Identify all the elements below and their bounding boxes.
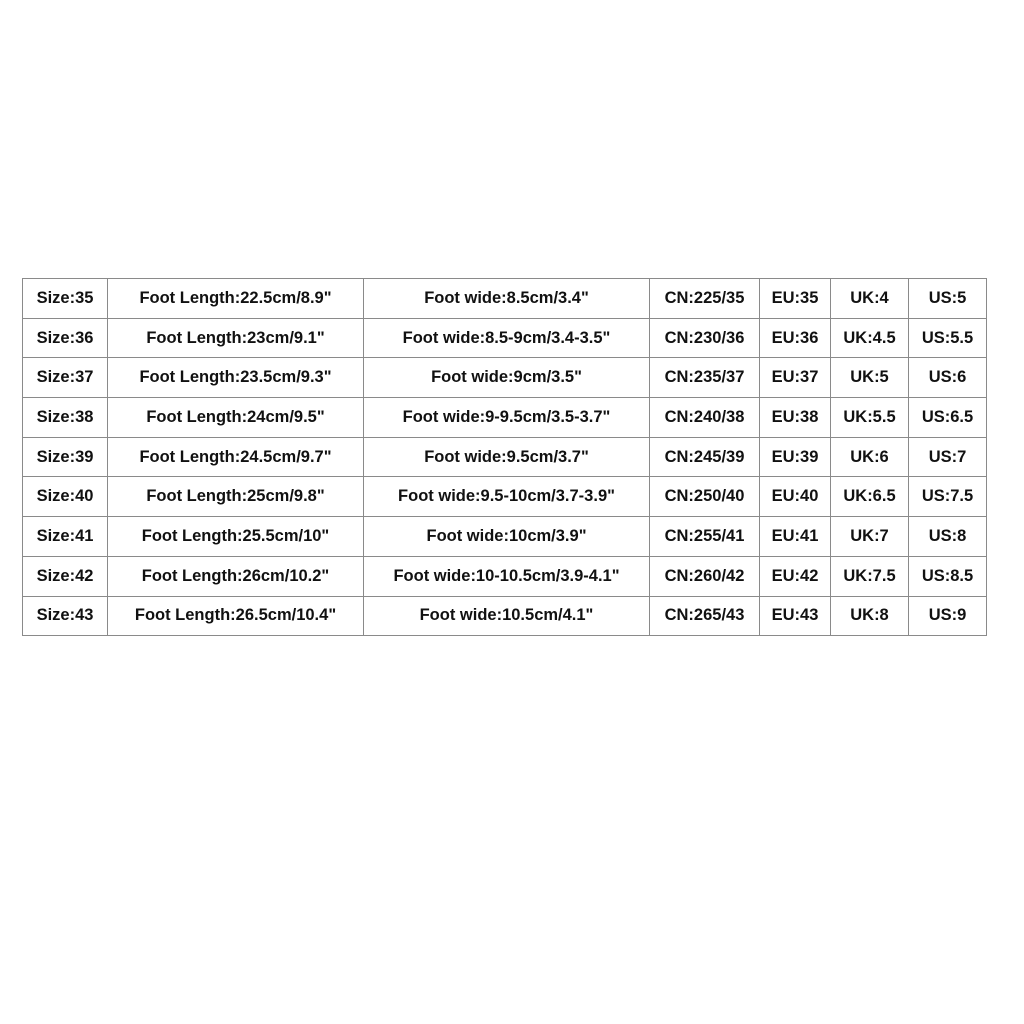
- table-row: [23, 596, 987, 636]
- size-chart-table: [22, 278, 987, 636]
- uk-size-cell: UK:8: [831, 596, 909, 636]
- us-size-cell: US:6: [909, 358, 987, 398]
- foot-length-cell: Foot Length:22.5cm/8.9": [108, 279, 364, 319]
- eu-size-cell: EU:38: [760, 398, 831, 438]
- cn-size-cell: CN:260/42: [650, 556, 760, 596]
- size-cell: Size:36: [23, 318, 108, 358]
- size-cell: Size:38: [23, 398, 108, 438]
- table-row: [23, 517, 987, 557]
- foot-wide-cell: Foot wide:8.5-9cm/3.4-3.5": [364, 318, 650, 358]
- size-cell: Size:43: [23, 596, 108, 636]
- uk-size-cell: UK:4: [831, 279, 909, 319]
- cn-size-cell: CN:245/39: [650, 437, 760, 477]
- eu-size-cell: EU:43: [760, 596, 831, 636]
- foot-wide-cell: Foot wide:10.5cm/4.1": [364, 596, 650, 636]
- foot-wide-cell: Foot wide:9cm/3.5": [364, 358, 650, 398]
- foot-length-cell: Foot Length:25.5cm/10": [108, 517, 364, 557]
- eu-size-cell: EU:41: [760, 517, 831, 557]
- foot-length-cell: Foot Length:23cm/9.1": [108, 318, 364, 358]
- us-size-cell: US:8: [909, 517, 987, 557]
- foot-wide-cell: Foot wide:9-9.5cm/3.5-3.7": [364, 398, 650, 438]
- cn-size-cell: CN:265/43: [650, 596, 760, 636]
- us-size-cell: US:6.5: [909, 398, 987, 438]
- size-cell: Size:42: [23, 556, 108, 596]
- table-row: [23, 477, 987, 517]
- us-size-cell: US:7.5: [909, 477, 987, 517]
- us-size-cell: US:9: [909, 596, 987, 636]
- uk-size-cell: UK:5.5: [831, 398, 909, 438]
- cn-size-cell: CN:235/37: [650, 358, 760, 398]
- us-size-cell: US:7: [909, 437, 987, 477]
- foot-length-cell: Foot Length:24cm/9.5": [108, 398, 364, 438]
- uk-size-cell: UK:6.5: [831, 477, 909, 517]
- foot-length-cell: Foot Length:24.5cm/9.7": [108, 437, 364, 477]
- foot-wide-cell: Foot wide:9.5-10cm/3.7-3.9": [364, 477, 650, 517]
- table-row: [23, 398, 987, 438]
- eu-size-cell: EU:36: [760, 318, 831, 358]
- eu-size-cell: EU:39: [760, 437, 831, 477]
- foot-wide-cell: Foot wide:10cm/3.9": [364, 517, 650, 557]
- uk-size-cell: UK:6: [831, 437, 909, 477]
- foot-wide-cell: Foot wide:10-10.5cm/3.9-4.1": [364, 556, 650, 596]
- uk-size-cell: UK:7.5: [831, 556, 909, 596]
- cn-size-cell: CN:250/40: [650, 477, 760, 517]
- eu-size-cell: EU:37: [760, 358, 831, 398]
- size-cell: Size:37: [23, 358, 108, 398]
- foot-length-cell: Foot Length:23.5cm/9.3": [108, 358, 364, 398]
- table-row: [23, 556, 987, 596]
- cn-size-cell: CN:255/41: [650, 517, 760, 557]
- table-row: [23, 279, 987, 319]
- size-chart-body: [23, 279, 987, 636]
- eu-size-cell: EU:40: [760, 477, 831, 517]
- us-size-cell: US:5: [909, 279, 987, 319]
- foot-wide-cell: Foot wide:8.5cm/3.4": [364, 279, 650, 319]
- eu-size-cell: EU:35: [760, 279, 831, 319]
- us-size-cell: US:5.5: [909, 318, 987, 358]
- size-cell: Size:41: [23, 517, 108, 557]
- us-size-cell: US:8.5: [909, 556, 987, 596]
- table-row: [23, 318, 987, 358]
- table-row: [23, 437, 987, 477]
- foot-length-cell: Foot Length:26cm/10.2": [108, 556, 364, 596]
- table-row: [23, 358, 987, 398]
- foot-wide-cell: Foot wide:9.5cm/3.7": [364, 437, 650, 477]
- size-cell: Size:35: [23, 279, 108, 319]
- cn-size-cell: CN:225/35: [650, 279, 760, 319]
- foot-length-cell: Foot Length:25cm/9.8": [108, 477, 364, 517]
- eu-size-cell: EU:42: [760, 556, 831, 596]
- uk-size-cell: UK:7: [831, 517, 909, 557]
- cn-size-cell: CN:240/38: [650, 398, 760, 438]
- size-cell: Size:40: [23, 477, 108, 517]
- foot-length-cell: Foot Length:26.5cm/10.4": [108, 596, 364, 636]
- cn-size-cell: CN:230/36: [650, 318, 760, 358]
- size-cell: Size:39: [23, 437, 108, 477]
- uk-size-cell: UK:4.5: [831, 318, 909, 358]
- uk-size-cell: UK:5: [831, 358, 909, 398]
